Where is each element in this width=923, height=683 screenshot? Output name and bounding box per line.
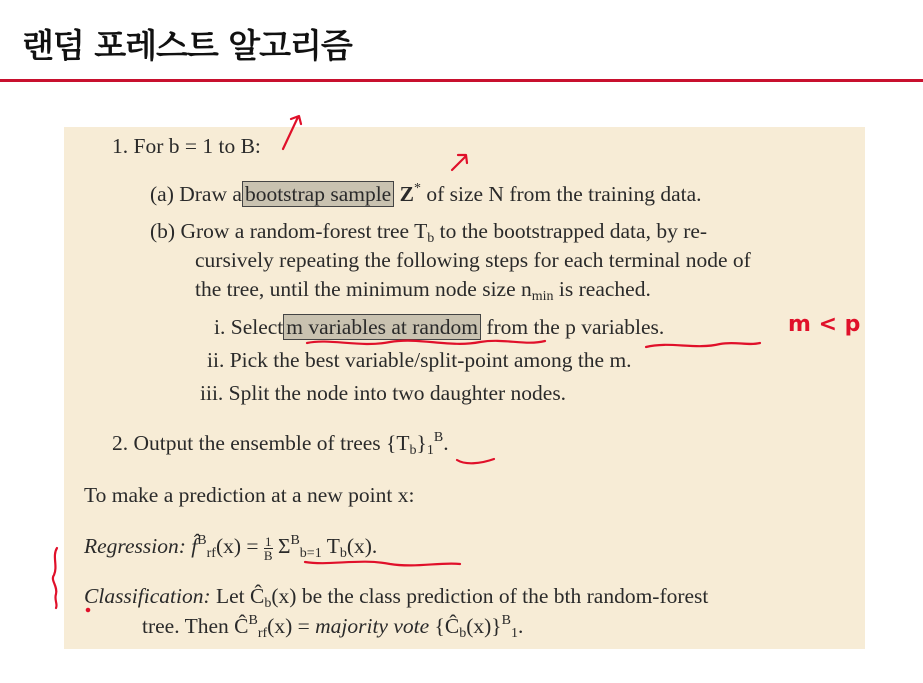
regression-sub: rf bbox=[206, 546, 216, 561]
regression-tail-end: (x). bbox=[346, 534, 378, 558]
z-symbol: Z bbox=[399, 182, 414, 206]
classification-sub: b bbox=[264, 596, 272, 611]
step2-text: Output the ensemble of trees {T bbox=[133, 431, 410, 455]
regression-rest: (x) = bbox=[215, 534, 264, 558]
step2-sub: b bbox=[409, 443, 417, 458]
handwritten-note: m < p bbox=[788, 312, 861, 337]
classification2-pre: tree. Then Ĉ bbox=[142, 614, 249, 638]
classification2-end: {Ĉ bbox=[429, 614, 460, 638]
classification2-sup: B bbox=[248, 613, 258, 628]
step1a-label: (a) bbox=[150, 182, 174, 206]
underline-sum bbox=[305, 562, 460, 566]
underline-tb bbox=[457, 459, 494, 463]
classification2-end-sub2: 1 bbox=[510, 626, 518, 641]
substep-i-post: from the p variables. bbox=[486, 315, 665, 339]
regression-sup: B bbox=[197, 533, 207, 548]
step1b-text1-end: to the bootstrapped data, by re- bbox=[439, 219, 708, 243]
classification2-end-sub: b bbox=[459, 626, 467, 641]
substep-ii-label: ii. bbox=[207, 348, 225, 372]
classification2-mid: (x) = bbox=[267, 614, 316, 638]
page-title: 랜덤 포레스트 알고리즘 bbox=[22, 26, 352, 65]
step2-end-sup: B bbox=[433, 430, 444, 445]
left-brace-icon bbox=[53, 548, 57, 608]
step1b-line2: cursively repeating the following steps for each terminal node of bbox=[195, 248, 751, 272]
ink-dot bbox=[87, 609, 89, 611]
m-variables-box: m variables at random bbox=[283, 314, 481, 340]
step1b-label: (b) bbox=[150, 219, 176, 243]
substep-ii-text: Pick the best variable/split-point among the m. bbox=[229, 348, 632, 372]
classification2-end-sup: B bbox=[501, 613, 511, 628]
prediction-intro: To make a prediction at a new point x: bbox=[84, 483, 415, 507]
sum-sup: B bbox=[290, 533, 300, 548]
step2-number: 2. bbox=[112, 431, 129, 455]
substep-i-label: i. bbox=[214, 315, 226, 339]
classification2-dot: . bbox=[517, 614, 524, 638]
regression-f: f̂ bbox=[191, 534, 198, 558]
step2-dot: . bbox=[443, 431, 449, 455]
regression-tail: T bbox=[321, 534, 340, 558]
underline-p-variables bbox=[646, 343, 760, 347]
sum-symbol: Σ bbox=[277, 534, 291, 558]
fraction-numerator: 1 bbox=[264, 533, 272, 549]
step1-number: 1. bbox=[112, 134, 129, 158]
step1a-pre: Draw a bbox=[179, 182, 242, 206]
step1a-post: of size N from the training data. bbox=[426, 182, 702, 206]
classification-pre: Let Ĉ bbox=[216, 584, 265, 608]
classification-label: Classification: bbox=[84, 584, 211, 608]
underline-m-variables bbox=[307, 341, 545, 344]
step1-text: For b = 1 to B: bbox=[133, 134, 261, 158]
substep-iii-label: iii. bbox=[200, 381, 224, 405]
majority-vote: majority vote bbox=[315, 614, 430, 638]
classification2-end2: (x)} bbox=[466, 614, 502, 638]
tb-sub: b bbox=[427, 231, 435, 246]
sum-sub: b=1 bbox=[299, 546, 322, 561]
substep-iii-text: Split the node into two daughter nodes. bbox=[228, 381, 567, 405]
substep-i-pre: Select bbox=[230, 315, 284, 339]
bootstrap-sample-box: bootstrap sample bbox=[242, 181, 394, 207]
step2-end: } bbox=[416, 431, 427, 455]
step1b-text1: Grow a random-forest tree T bbox=[180, 219, 428, 243]
step1b-line3-pre: the tree, until the minimum node size n bbox=[195, 277, 532, 301]
arrow-z-icon bbox=[452, 155, 467, 170]
classification-post: (x) be the class prediction of the bth random-forest bbox=[271, 584, 709, 608]
step2-end-sub: 1 bbox=[426, 443, 434, 458]
classification2-sub: rf bbox=[257, 626, 268, 641]
regression-label: Regression: bbox=[84, 534, 186, 558]
z-sup: * bbox=[413, 181, 421, 196]
arrow-b-icon bbox=[283, 116, 301, 149]
nmin-sub: min bbox=[531, 289, 554, 304]
fraction-denominator: B bbox=[263, 547, 273, 563]
step1b-line3-post: is reached. bbox=[558, 277, 651, 301]
regression-tail-sub: b bbox=[339, 546, 347, 561]
